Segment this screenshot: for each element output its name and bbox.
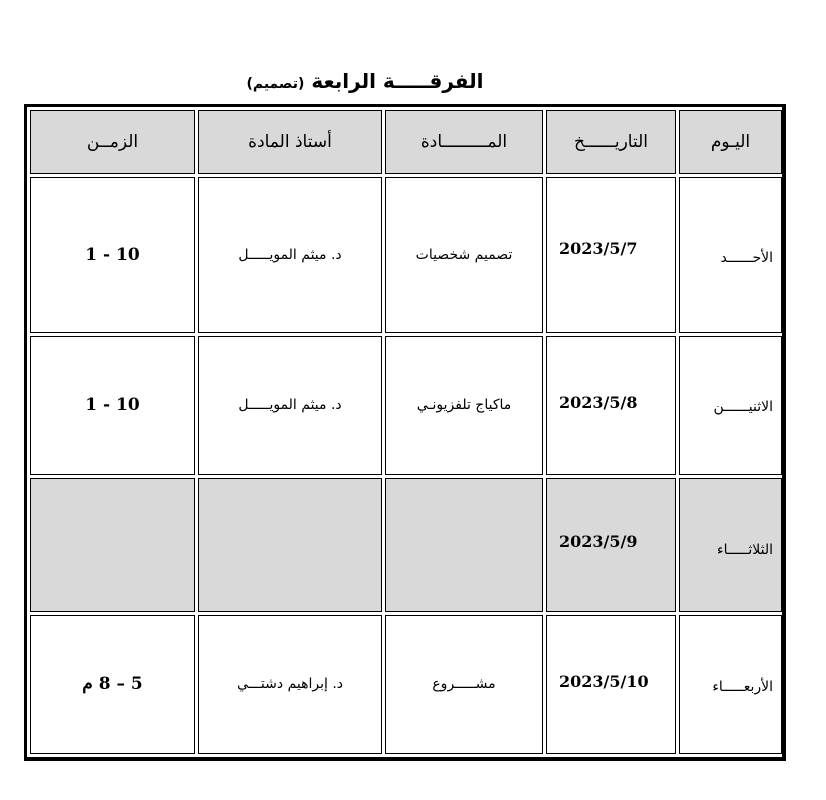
- table-row: [30, 336, 782, 475]
- table-header-row: [30, 110, 782, 174]
- date-cell: [546, 177, 676, 333]
- time-value: 5 – 8 م: [82, 674, 143, 695]
- column-header-day: اليـوم: [679, 110, 782, 174]
- subject-cell: مشـــــروع: [385, 615, 543, 754]
- subject-cell: تصميم شخصيات: [385, 177, 543, 333]
- day-value: الاثنيــــــن: [713, 399, 773, 416]
- day-value: الثلاثـــــاء: [717, 541, 773, 558]
- column-header-subject: المـــــــــادة: [385, 110, 543, 174]
- day-value: الأربعـــــاء: [712, 679, 773, 696]
- column-header-time: الزمــن: [30, 110, 195, 174]
- time-cell: [30, 177, 195, 333]
- subject-cell: [385, 478, 543, 612]
- day-cell: [679, 336, 782, 475]
- day-cell: [679, 615, 782, 754]
- table-row: [30, 177, 782, 333]
- date-value: 2023/5/10: [559, 671, 649, 691]
- date-cell: [546, 478, 676, 612]
- column-header-teacher: أستاذ المادة: [198, 110, 382, 174]
- date-value: 2023/5/9: [559, 532, 638, 552]
- date-cell: [546, 615, 676, 754]
- subject-cell: ماكياج تلفزيونـي: [385, 336, 543, 475]
- date-value: 2023/5/7: [559, 239, 638, 259]
- page-title: [0, 66, 730, 99]
- time-value: 10 - 1: [85, 244, 140, 265]
- table-row: [30, 478, 782, 612]
- column-header-date: التاريــــــخ: [546, 110, 676, 174]
- date-value: 2023/5/8: [559, 392, 638, 412]
- time-cell: [30, 336, 195, 475]
- teacher-cell: د. إبراهيم دشتـــي: [198, 615, 382, 754]
- page-title-sub: (تصميم): [246, 76, 305, 92]
- exam-schedule-table: [27, 107, 785, 757]
- time-value: 10 - 1: [85, 395, 140, 416]
- day-cell: [679, 177, 782, 333]
- day-value: الأحــــــد: [720, 249, 773, 266]
- page-title-main: الفرقـــــة الرابعة: [311, 69, 484, 93]
- day-cell: [679, 478, 782, 612]
- date-cell: [546, 336, 676, 475]
- table-row: [30, 615, 782, 754]
- teacher-cell: [198, 478, 382, 612]
- time-cell: [30, 615, 195, 754]
- teacher-cell: د. ميثم المويـــــل: [198, 336, 382, 475]
- time-cell: [30, 478, 195, 612]
- teacher-cell: د. ميثم المويـــــل: [198, 177, 382, 333]
